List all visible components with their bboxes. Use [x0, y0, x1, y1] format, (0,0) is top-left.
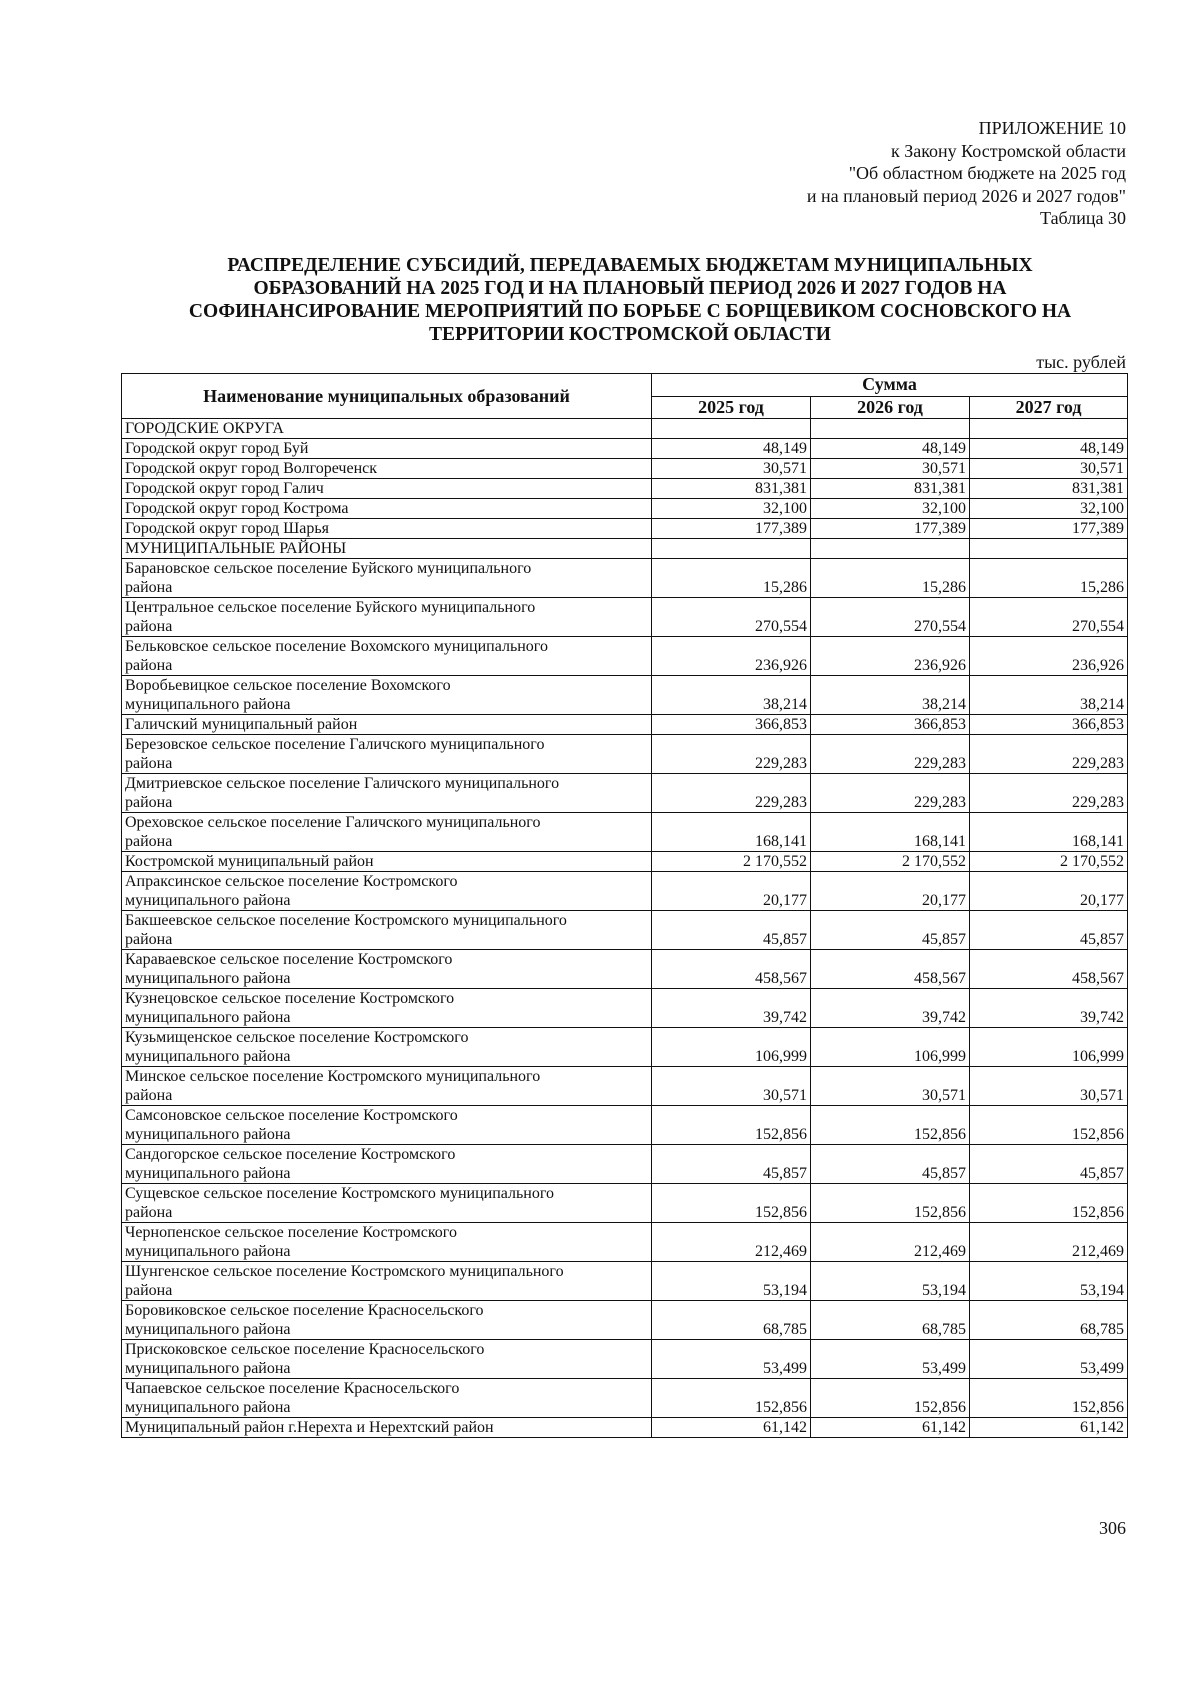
municipality-name: Городской округ город Волгореченск	[122, 459, 652, 479]
municipality-name	[122, 950, 652, 989]
municipality-name	[122, 637, 652, 676]
amount-2025: 53,499	[652, 1340, 811, 1379]
appendix-law-title-2: и на плановый период 2026 и 2027 годов"	[806, 185, 1126, 206]
amount-2025: 20,177	[652, 872, 811, 911]
municipality-name-line: Дмитриевское сельское поселение Галичского муниципального	[125, 775, 560, 792]
municipality-name	[122, 1262, 652, 1301]
table-row	[122, 1418, 1128, 1438]
amount-2025: 38,214	[652, 676, 811, 715]
units-label: тыс. рублей	[1036, 352, 1126, 372]
amount-2025: 229,283	[652, 774, 811, 813]
amount-2026: 61,142	[811, 1418, 970, 1438]
municipality-name-line: района	[125, 833, 173, 850]
amount-2026: 48,149	[811, 439, 970, 459]
amount-2026: 106,999	[811, 1028, 970, 1067]
municipality-name-line: муниципального района	[125, 1126, 291, 1143]
amount-2025: 68,785	[652, 1301, 811, 1340]
table-row	[122, 852, 1128, 872]
amount-2026: 270,554	[811, 598, 970, 637]
amount-2027: 152,856	[970, 1184, 1128, 1223]
amount-2025: 236,926	[652, 637, 811, 676]
empty-cell	[652, 539, 811, 559]
municipality-name-line: Апраксинское сельское поселение Костромского	[125, 873, 458, 890]
amount-2027: 45,857	[970, 911, 1128, 950]
amount-2026: 236,926	[811, 637, 970, 676]
municipality-name	[122, 911, 652, 950]
municipality-name-line: Сущевское сельское поселение Костромского муниципального	[125, 1185, 555, 1202]
header-2027: 2027 год	[970, 396, 1128, 419]
municipality-name-line: Сандогорское сельское поселение Костромского	[125, 1146, 456, 1163]
amount-2026: 45,857	[811, 1145, 970, 1184]
municipality-name-line: района	[125, 657, 173, 674]
amount-2026: 212,469	[811, 1223, 970, 1262]
municipality-name-line: Ореховское сельское поселение Галичского муниципального	[125, 814, 541, 831]
amount-2026: 68,785	[811, 1301, 970, 1340]
amount-2027: 106,999	[970, 1028, 1128, 1067]
amount-2027: 152,856	[970, 1106, 1128, 1145]
title-line-2: ОБРАЗОВАНИЙ НА 2025 ГОД И НА ПЛАНОВЫЙ ПЕРИОД 2026 И 2027 ГОДОВ НА	[253, 278, 1007, 299]
amount-2027: 30,571	[970, 1067, 1128, 1106]
amount-2025: 2 170,552	[652, 852, 811, 872]
amount-2025: 106,999	[652, 1028, 811, 1067]
table-row	[122, 1301, 1128, 1340]
municipality-name	[122, 598, 652, 637]
amount-2027: 177,389	[970, 519, 1128, 539]
amount-2026: 30,571	[811, 1067, 970, 1106]
header-sum: Сумма	[652, 374, 1128, 397]
amount-2026: 152,856	[811, 1106, 970, 1145]
appendix-table-number: Таблица 30	[1040, 208, 1126, 228]
amount-2025: 831,381	[652, 479, 811, 499]
amount-2025: 212,469	[652, 1223, 811, 1262]
municipality-name-line: Боровиковское сельское поселение Красносельского	[125, 1302, 484, 1319]
table-row	[122, 950, 1128, 989]
amount-2027: 168,141	[970, 813, 1128, 852]
amount-2025: 152,856	[652, 1379, 811, 1418]
amount-2027: 38,214	[970, 676, 1128, 715]
table-row	[122, 559, 1128, 598]
amount-2027: 53,194	[970, 1262, 1128, 1301]
amount-2026: 152,856	[811, 1184, 970, 1223]
municipality-name	[122, 1145, 652, 1184]
municipality-name-line: Минское сельское поселение Костромского муниципального	[125, 1068, 541, 1085]
municipality-name	[122, 1184, 652, 1223]
header-name: Наименование муниципальных образований	[122, 374, 652, 419]
municipality-name-line: муниципального района	[125, 1243, 291, 1260]
municipality-name: Городской округ город Шарья	[122, 519, 652, 539]
municipality-name	[122, 774, 652, 813]
header-2025: 2025 год	[652, 396, 811, 419]
municipality-name	[122, 1340, 652, 1379]
amount-2025: 229,283	[652, 735, 811, 774]
municipality-name: Галичский муниципальный район	[122, 715, 652, 735]
municipality-name-line: Воробьевицкое сельское поселение Вохомского	[125, 677, 451, 694]
table-row	[122, 1340, 1128, 1379]
amount-2026: 45,857	[811, 911, 970, 950]
municipality-name-line: района	[125, 1282, 173, 1299]
municipality-name	[122, 1379, 652, 1418]
amount-2027: 61,142	[970, 1418, 1128, 1438]
table-body	[122, 419, 1128, 1438]
amount-2027: 212,469	[970, 1223, 1128, 1262]
municipality-name-line: муниципального района	[125, 1321, 291, 1338]
amount-2026: 39,742	[811, 989, 970, 1028]
amount-2025: 15,286	[652, 559, 811, 598]
municipality-name	[122, 872, 652, 911]
municipality-name-line: муниципального района	[125, 696, 291, 713]
amount-2025: 45,857	[652, 1145, 811, 1184]
amount-2025: 32,100	[652, 499, 811, 519]
appendix-law-title-1: "Об областном бюджете на 2025 год	[848, 163, 1126, 183]
municipality-name-line: района	[125, 931, 173, 948]
municipality-name	[122, 1301, 652, 1340]
amount-2025: 366,853	[652, 715, 811, 735]
municipality-name-line: Кузнецовское сельское поселение Костромского	[125, 990, 455, 1007]
municipality-name-line: района	[125, 1204, 173, 1221]
amount-2026: 20,177	[811, 872, 970, 911]
municipality-name-line: Бакшеевское сельское поселение Костромского муниципального	[125, 912, 567, 929]
municipality-name-line: муниципального района	[125, 1009, 291, 1026]
table-row	[122, 1184, 1128, 1223]
municipality-name-line: района	[125, 618, 173, 635]
amount-2027: 53,499	[970, 1340, 1128, 1379]
document-title	[150, 254, 1110, 346]
table-row	[122, 813, 1128, 852]
table-row	[122, 715, 1128, 735]
amount-2026: 366,853	[811, 715, 970, 735]
amount-2027: 30,571	[970, 459, 1128, 479]
municipality-name-line: Кузьмищенское сельское поселение Костромского	[125, 1029, 469, 1046]
section-row	[122, 539, 1128, 559]
amount-2027: 270,554	[970, 598, 1128, 637]
amount-2025: 30,571	[652, 1067, 811, 1106]
amount-2027: 366,853	[970, 715, 1128, 735]
table-row	[122, 519, 1128, 539]
amount-2027: 32,100	[970, 499, 1128, 519]
municipality-name-line: Барановское сельское поселение Буйского муниципального	[125, 560, 532, 577]
table-row	[122, 499, 1128, 519]
municipality-name-line: муниципального района	[125, 1165, 291, 1182]
section-title: МУНИЦИПАЛЬНЫЕ РАЙОНЫ	[122, 539, 652, 559]
municipality-name	[122, 559, 652, 598]
amount-2026: 2 170,552	[811, 852, 970, 872]
table-row	[122, 1379, 1128, 1418]
table-row	[122, 872, 1128, 911]
amount-2025: 61,142	[652, 1418, 811, 1438]
amount-2027: 45,857	[970, 1145, 1128, 1184]
amount-2025: 53,194	[652, 1262, 811, 1301]
empty-cell	[811, 419, 970, 439]
municipality-name-line: Чернопенское сельское поселение Костромского	[125, 1224, 457, 1241]
amount-2026: 152,856	[811, 1379, 970, 1418]
table-header	[122, 374, 1128, 419]
municipality-name-line: муниципального района	[125, 892, 291, 909]
municipality-name: Городской округ город Буй	[122, 439, 652, 459]
header-2026: 2026 год	[811, 396, 970, 419]
amount-2025: 39,742	[652, 989, 811, 1028]
amount-2025: 30,571	[652, 459, 811, 479]
page-number: 306	[1099, 1518, 1126, 1538]
table-row	[122, 459, 1128, 479]
amount-2026: 53,499	[811, 1340, 970, 1379]
appendix-number: ПРИЛОЖЕНИЕ 10	[978, 118, 1126, 138]
amount-2027: 229,283	[970, 735, 1128, 774]
empty-cell	[811, 539, 970, 559]
amount-2026: 15,286	[811, 559, 970, 598]
municipality-name	[122, 813, 652, 852]
municipality-name	[122, 1028, 652, 1067]
amount-2025: 45,857	[652, 911, 811, 950]
amount-2026: 831,381	[811, 479, 970, 499]
municipality-name: Городской округ город Галич	[122, 479, 652, 499]
appendix-law: к Закону Костромской области	[890, 140, 1126, 161]
amount-2027: 15,286	[970, 559, 1128, 598]
amount-2027: 831,381	[970, 479, 1128, 499]
empty-cell	[970, 539, 1128, 559]
empty-cell	[970, 419, 1128, 439]
municipality-name	[122, 1067, 652, 1106]
amount-2026: 30,571	[811, 459, 970, 479]
table-row	[122, 774, 1128, 813]
amount-2026: 229,283	[811, 774, 970, 813]
amount-2025: 177,389	[652, 519, 811, 539]
amount-2025: 152,856	[652, 1106, 811, 1145]
table-row	[122, 676, 1128, 715]
municipality-name-line: Самсоновское сельское поселение Костромского	[125, 1107, 458, 1124]
amount-2025: 168,141	[652, 813, 811, 852]
municipality-name	[122, 989, 652, 1028]
amount-2026: 53,194	[811, 1262, 970, 1301]
amount-2027: 2 170,552	[970, 852, 1128, 872]
appendix-header	[807, 117, 1126, 230]
title-line-4: ТЕРРИТОРИИ КОСТРОМСКОЙ ОБЛАСТИ	[429, 324, 831, 345]
amount-2026: 38,214	[811, 676, 970, 715]
table-row	[122, 911, 1128, 950]
municipality-name: Городской округ город Кострома	[122, 499, 652, 519]
municipality-name-line: муниципального района	[125, 1399, 291, 1416]
municipality-name-line: района	[125, 579, 173, 596]
table-row	[122, 1028, 1128, 1067]
table-row	[122, 479, 1128, 499]
municipality-name-line: муниципального района	[125, 1360, 291, 1377]
municipality-name-line: района	[125, 1087, 173, 1104]
amount-2027: 458,567	[970, 950, 1128, 989]
amount-2026: 168,141	[811, 813, 970, 852]
municipality-name-line: Караваевское сельское поселение Костромского	[125, 951, 453, 968]
amount-2027: 152,856	[970, 1379, 1128, 1418]
municipality-name-line: Бельковское сельское поселение Вохомского муниципального	[125, 638, 548, 655]
municipality-name	[122, 676, 652, 715]
subsidy-table	[121, 373, 1128, 1438]
municipality-name-line: Центральное сельское поселение Буйского муниципального	[125, 599, 536, 616]
municipality-name: Муниципальный район г.Нерехта и Нерехтский район	[122, 1418, 652, 1438]
amount-2025: 458,567	[652, 950, 811, 989]
table-row	[122, 1067, 1128, 1106]
table-row	[122, 989, 1128, 1028]
municipality-name-line: Чапаевское сельское поселение Красносельского	[125, 1380, 460, 1397]
amount-2026: 229,283	[811, 735, 970, 774]
table-row	[122, 735, 1128, 774]
amount-2027: 20,177	[970, 872, 1128, 911]
municipality-name: Костромской муниципальный район	[122, 852, 652, 872]
table-row	[122, 1145, 1128, 1184]
municipality-name-line: Прискоковское сельское поселение Красносельского	[125, 1341, 485, 1358]
municipality-name-line: Шунгенское сельское поселение Костромского муниципального	[125, 1263, 564, 1280]
municipality-name	[122, 1223, 652, 1262]
municipality-name-line: Березовское сельское поселение Галичского муниципального	[125, 736, 545, 753]
municipality-name-line: муниципального района	[125, 1048, 291, 1065]
table-row	[122, 439, 1128, 459]
section-title: ГОРОДСКИЕ ОКРУГА	[122, 419, 652, 439]
amount-2027: 68,785	[970, 1301, 1128, 1340]
amount-2027: 229,283	[970, 774, 1128, 813]
amount-2027: 48,149	[970, 439, 1128, 459]
amount-2025: 152,856	[652, 1184, 811, 1223]
amount-2027: 39,742	[970, 989, 1128, 1028]
table-row	[122, 637, 1128, 676]
table-row	[122, 1262, 1128, 1301]
municipality-name-line: района	[125, 755, 173, 772]
amount-2026: 32,100	[811, 499, 970, 519]
table-row	[122, 1106, 1128, 1145]
municipality-name	[122, 735, 652, 774]
municipality-name-line: района	[125, 794, 173, 811]
title-line-3: СОФИНАНСИРОВАНИЕ МЕРОПРИЯТИЙ ПО БОРЬБЕ С БОРЩЕВИКОМ СОСНОВСКОГО НА	[188, 301, 1072, 322]
table-row	[122, 1223, 1128, 1262]
municipality-name	[122, 1106, 652, 1145]
amount-2025: 48,149	[652, 439, 811, 459]
empty-cell	[652, 419, 811, 439]
amount-2027: 236,926	[970, 637, 1128, 676]
title-line-1: РАСПРЕДЕЛЕНИЕ СУБСИДИЙ, ПЕРЕДАВАЕМЫХ БЮДЖЕТАМ МУНИЦИПАЛЬНЫХ	[227, 255, 1033, 276]
table-row	[122, 598, 1128, 637]
amount-2025: 270,554	[652, 598, 811, 637]
section-row	[122, 419, 1128, 439]
municipality-name-line: муниципального района	[125, 970, 291, 987]
amount-2026: 458,567	[811, 950, 970, 989]
amount-2026: 177,389	[811, 519, 970, 539]
